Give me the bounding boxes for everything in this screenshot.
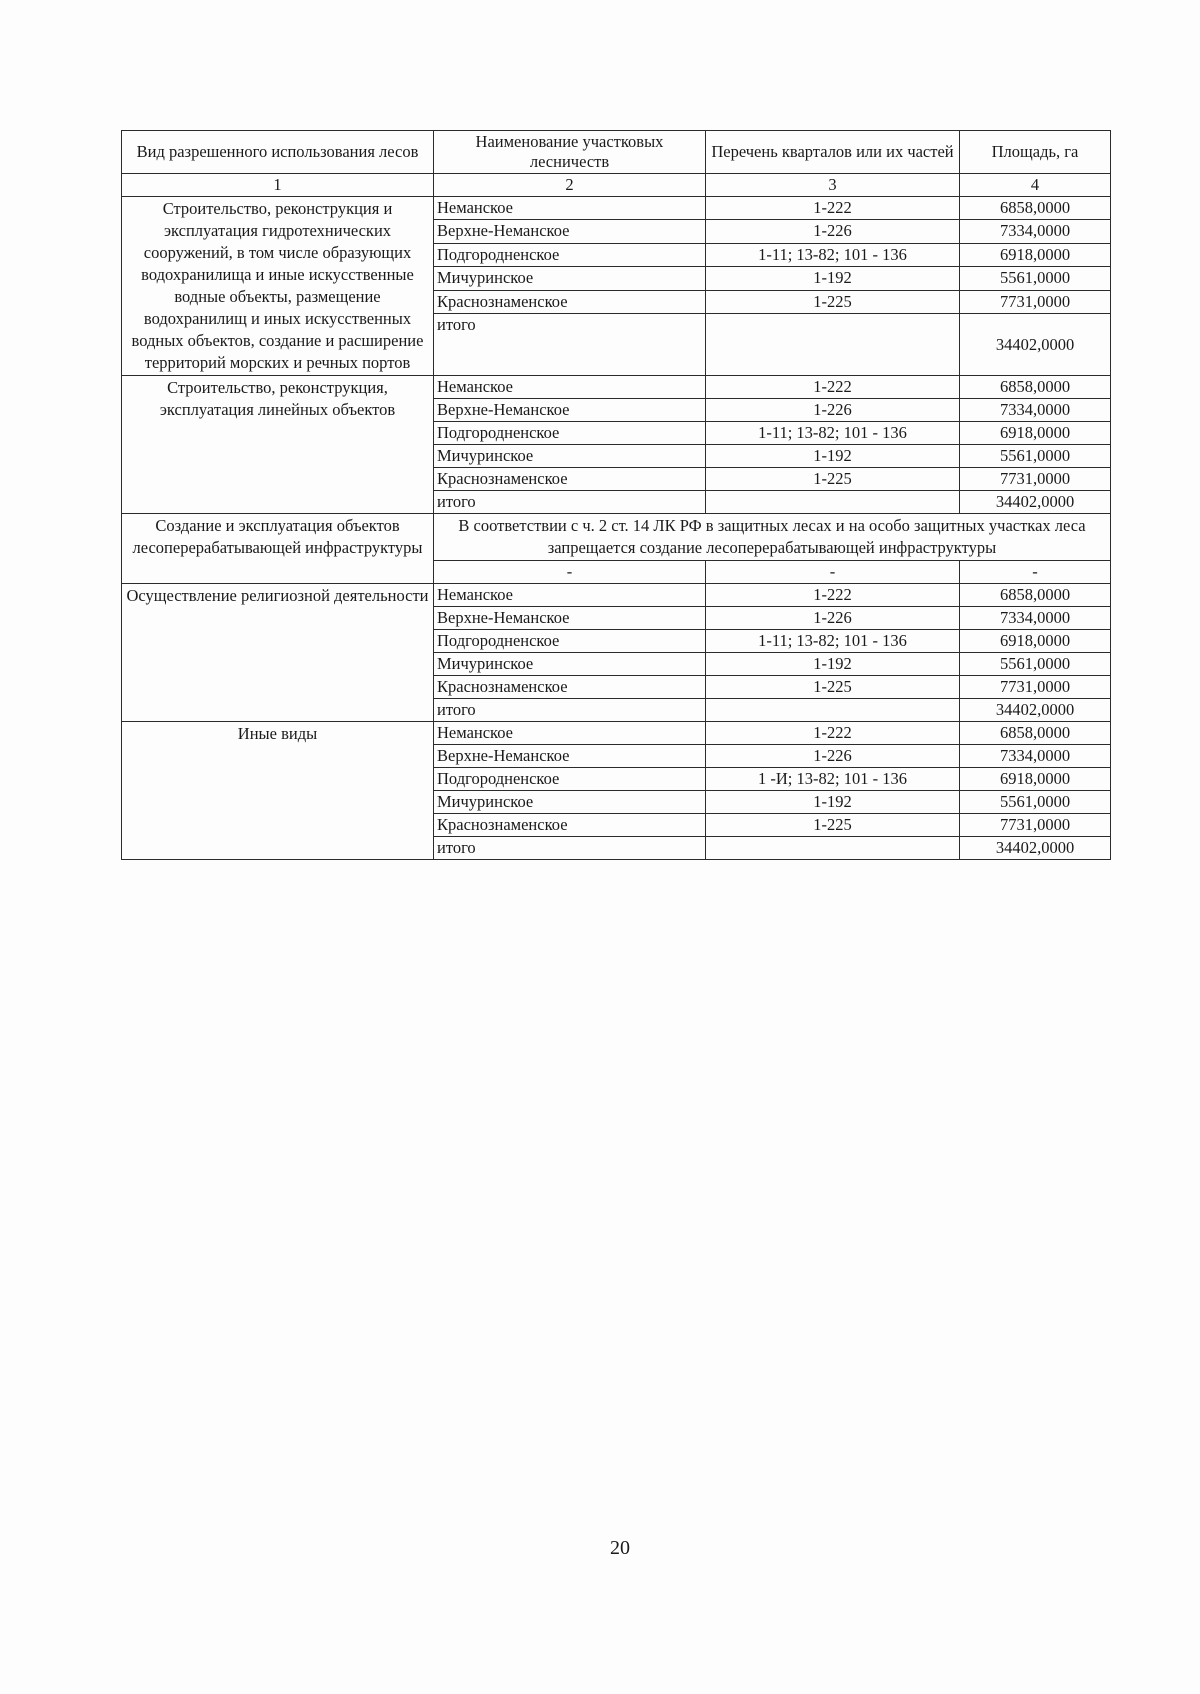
dash-cell: - xyxy=(434,561,706,584)
quarters-cell: 1-11; 13-82; 101 - 136 xyxy=(706,243,960,266)
forestry-name-cell: Верхне-Неманское xyxy=(434,607,706,630)
forestry-name-cell: Подгородненское xyxy=(434,630,706,653)
quarters-cell: 1-225 xyxy=(706,676,960,699)
column-number: 3 xyxy=(706,174,960,197)
area-cell: 7334,0000 xyxy=(960,607,1111,630)
forestry-name-cell: Краснознаменское xyxy=(434,814,706,837)
forestry-name-cell: Мичуринское xyxy=(434,267,706,290)
forestry-name-cell: Верхне-Неманское xyxy=(434,399,706,422)
quarters-cell: 1-225 xyxy=(706,290,960,313)
area-cell: 6858,0000 xyxy=(960,376,1111,399)
quarters-cell: 1-11; 13-82; 101 - 136 xyxy=(706,422,960,445)
quarters-cell: 1-11; 13-82; 101 - 136 xyxy=(706,630,960,653)
forestry-name-cell: Краснознаменское xyxy=(434,468,706,491)
quarters-cell: 1-192 xyxy=(706,445,960,468)
forestry-name-cell: Подгородненское xyxy=(434,768,706,791)
total-label-cell: итого xyxy=(434,314,706,376)
header-forestry-name: Наименование участковых лесничеств xyxy=(434,131,706,174)
page-number: 20 xyxy=(610,1537,630,1559)
use-type-cell: Иные виды xyxy=(122,722,434,860)
area-cell: 5561,0000 xyxy=(960,267,1111,290)
forestry-name-cell: Подгородненское xyxy=(434,243,706,266)
header-area: Площадь, га xyxy=(960,131,1111,174)
area-cell: 5561,0000 xyxy=(960,653,1111,676)
area-cell: 5561,0000 xyxy=(960,445,1111,468)
table-row xyxy=(122,376,1111,399)
area-cell: 6918,0000 xyxy=(960,243,1111,266)
total-label-cell: итого xyxy=(434,491,706,514)
prohibition-note-cell: В соответствии с ч. 2 ст. 14 ЛК РФ в защитных лесах и на особо защитных участках леса запрещается создание лесоперерабатывающей инфраструктуры xyxy=(434,514,1111,561)
dash-cell: - xyxy=(706,561,960,584)
total-label-cell: итого xyxy=(434,837,706,860)
forestry-name-cell: Краснознаменское xyxy=(434,676,706,699)
use-type-cell: Строительство, реконструкция и эксплуатация гидротехнических сооружений, в том числе образующих водохранилища и иные искусственные водные объекты, размещение водохранилищ и иных искусственных водных объектов, создание и расширение территорий морских и речных портов xyxy=(122,197,434,376)
area-cell: 6918,0000 xyxy=(960,630,1111,653)
total-area-cell: 34402,0000 xyxy=(960,837,1111,860)
area-cell: 7334,0000 xyxy=(960,399,1111,422)
column-number-row xyxy=(122,174,1111,197)
forestry-name-cell: Подгородненское xyxy=(434,422,706,445)
forestry-name-cell: Верхне-Неманское xyxy=(434,745,706,768)
use-type-cell: Создание и эксплуатация объектов лесоперерабатывающей инфраструктуры xyxy=(122,514,434,584)
quarters-cell: 1-225 xyxy=(706,814,960,837)
area-cell: 6858,0000 xyxy=(960,722,1111,745)
column-number: 1 xyxy=(122,174,434,197)
quarters-cell: 1-222 xyxy=(706,197,960,220)
quarters-cell: 1-226 xyxy=(706,745,960,768)
quarters-cell: 1-192 xyxy=(706,267,960,290)
quarters-cell xyxy=(706,699,960,722)
quarters-cell: 1-226 xyxy=(706,220,960,243)
total-area-cell: 34402,0000 xyxy=(960,314,1111,376)
forestry-name-cell: Мичуринское xyxy=(434,791,706,814)
quarters-cell xyxy=(706,314,960,376)
forestry-name-cell: Мичуринское xyxy=(434,445,706,468)
forestry-name-cell: Неманское xyxy=(434,376,706,399)
quarters-cell: 1-222 xyxy=(706,722,960,745)
quarters-cell: 1-222 xyxy=(706,584,960,607)
column-number: 2 xyxy=(434,174,706,197)
area-cell: 6918,0000 xyxy=(960,422,1111,445)
forestry-name-cell: Неманское xyxy=(434,722,706,745)
use-type-cell: Осуществление религиозной деятельности xyxy=(122,584,434,722)
forestry-name-cell: Верхне-Неманское xyxy=(434,220,706,243)
table-row xyxy=(122,722,1111,745)
quarters-cell: 1-192 xyxy=(706,653,960,676)
quarters-cell: 1 -И; 13-82; 101 - 136 xyxy=(706,768,960,791)
table-row xyxy=(122,197,1111,220)
table-row xyxy=(122,584,1111,607)
area-cell: 6858,0000 xyxy=(960,197,1111,220)
area-cell: 7731,0000 xyxy=(960,468,1111,491)
use-type-cell: Строительство, реконструкция, эксплуатация линейных объектов xyxy=(122,376,434,514)
quarters-cell: 1-225 xyxy=(706,468,960,491)
area-cell: 6858,0000 xyxy=(960,584,1111,607)
quarters-cell: 1-222 xyxy=(706,376,960,399)
column-number: 4 xyxy=(960,174,1111,197)
area-cell: 5561,0000 xyxy=(960,791,1111,814)
table-row xyxy=(122,514,1111,561)
forestry-name-cell: Неманское xyxy=(434,584,706,607)
quarters-cell: 1-226 xyxy=(706,399,960,422)
quarters-cell: 1-192 xyxy=(706,791,960,814)
forestry-name-cell: Краснознаменское xyxy=(434,290,706,313)
total-area-cell: 34402,0000 xyxy=(960,491,1111,514)
area-cell: 7731,0000 xyxy=(960,676,1111,699)
quarters-cell xyxy=(706,837,960,860)
forest-use-table xyxy=(121,130,1111,860)
area-cell: 7334,0000 xyxy=(960,745,1111,768)
total-label-cell: итого xyxy=(434,699,706,722)
quarters-cell xyxy=(706,491,960,514)
header-use-type: Вид разрешенного использования лесов xyxy=(122,131,434,174)
area-cell: 7334,0000 xyxy=(960,220,1111,243)
area-cell: 7731,0000 xyxy=(960,814,1111,837)
forestry-name-cell: Неманское xyxy=(434,197,706,220)
forestry-name-cell: Мичуринское xyxy=(434,653,706,676)
total-area-cell: 34402,0000 xyxy=(960,699,1111,722)
area-cell: 7731,0000 xyxy=(960,290,1111,313)
header-quarters: Перечень кварталов или их частей xyxy=(706,131,960,174)
header-row xyxy=(122,131,1111,174)
area-cell: 6918,0000 xyxy=(960,768,1111,791)
quarters-cell: 1-226 xyxy=(706,607,960,630)
dash-cell: - xyxy=(960,561,1111,584)
